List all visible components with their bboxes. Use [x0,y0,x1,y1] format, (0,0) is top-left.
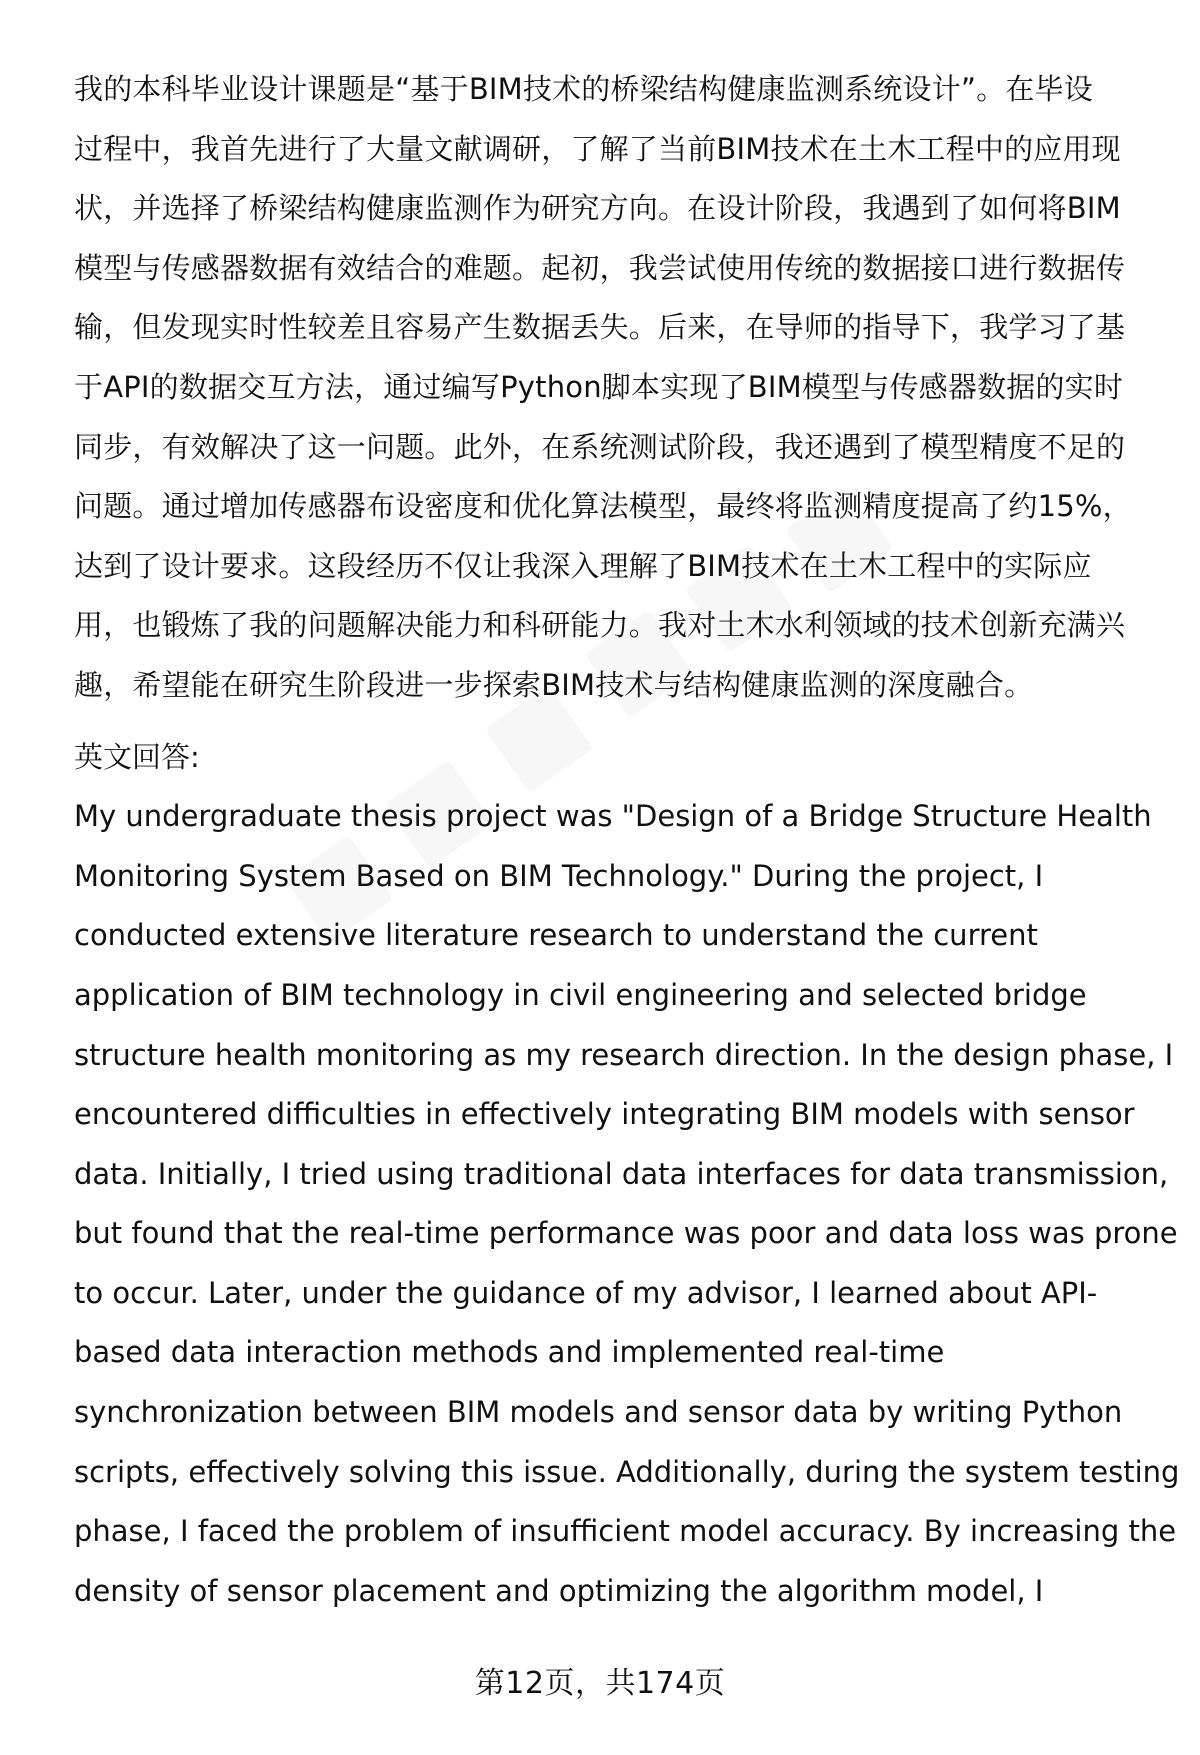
chinese-answer-line: 过程中，我首先进行了大量文献调研，了解了当前BIM技术在土木工程中的应用现 [74,131,1121,166]
chinese-answer-line: 于API的数据交互方法，通过编写Python脚本实现了BIM模型与传感器数据的实时 [74,369,1124,404]
english-answer-paragraph [74,787,1180,1621]
english-answer-line: My undergraduate thesis project was "Design of a Bridge Structure Health [74,799,1152,834]
chinese-answer-line: 趣，希望能在研究生阶段进一步探索BIM技术与结构健康监测的深度融合。 [74,667,1034,702]
english-answer-line: data. Initially, I tried using traditional data interfaces for data transmission, [74,1156,1169,1191]
answer-content [74,60,1180,1621]
english-answer-label: 英文回答: [74,739,200,774]
english-answer-line: conducted extensive literature research to understand the current [74,918,1038,953]
english-answer-line: but found that the real-time performance was poor and data loss was prone [74,1216,1178,1251]
chinese-answer-paragraph [74,60,1164,716]
chinese-answer-line: 输，但发现实时性较差且容易产生数据丢失。后来，在导师的指导下，我学习了基 [74,310,1126,345]
chinese-answer-line: 状，并选择了桥梁结构健康监测作为研究方向。在设计阶段，我遇到了如何将BIM [74,191,1121,226]
chinese-answer-line: 我的本科毕业设计课题是“基于BIM技术的桥梁结构健康监测系统设计”。在毕设 [74,72,1093,106]
english-answer-line: phase, I faced the problem of insufficient model accuracy. By increasing the [74,1514,1177,1549]
english-answer-line: density of sensor placement and optimizing the algorithm model, I [74,1573,1044,1608]
page-number-footer: 第12页，共174页 [474,1666,726,1701]
english-answer-line: encountered difficulties in effectively integrating BIM models with sensor [74,1097,1135,1132]
english-answer-line: scripts, effectively solving this issue. Additionally, during the system testing [74,1454,1180,1489]
english-answer-line: Monitoring System Based on BIM Technology." During the project, I [74,858,1044,893]
english-answer-line: application of BIM technology in civil engineering and selected bridge [74,977,1087,1012]
english-answer-line: based data interaction methods and implemented real-time [74,1335,945,1370]
chinese-answer-line: 达到了设计要求。这段经历不仅让我深入理解了BIM技术在土木工程中的实际应 [74,548,1092,583]
chinese-answer-line: 同步，有效解决了这一问题。此外，在系统测试阶段，我还遇到了模型精度不足的 [74,429,1126,464]
chinese-answer-line: 用，也锻炼了我的问题解决能力和科研能力。我对土木水利领域的技术创新充满兴 [74,608,1126,643]
english-answer-line: structure health monitoring as my research direction. In the design phase, I [74,1037,1174,1072]
chinese-answer-line: 模型与传感器数据有效结合的难题。起初，我尝试使用传统的数据接口进行数据传 [74,250,1126,285]
english-answer-line: to occur. Later, under the guidance of my advisor, I learned about API- [74,1275,1098,1310]
chinese-answer-line: 问题。通过增加传感器布设密度和优化算法模型，最终将监测精度提高了约15%， [74,489,1132,524]
english-answer-line: synchronization between BIM models and sensor data by writing Python [74,1395,1123,1430]
